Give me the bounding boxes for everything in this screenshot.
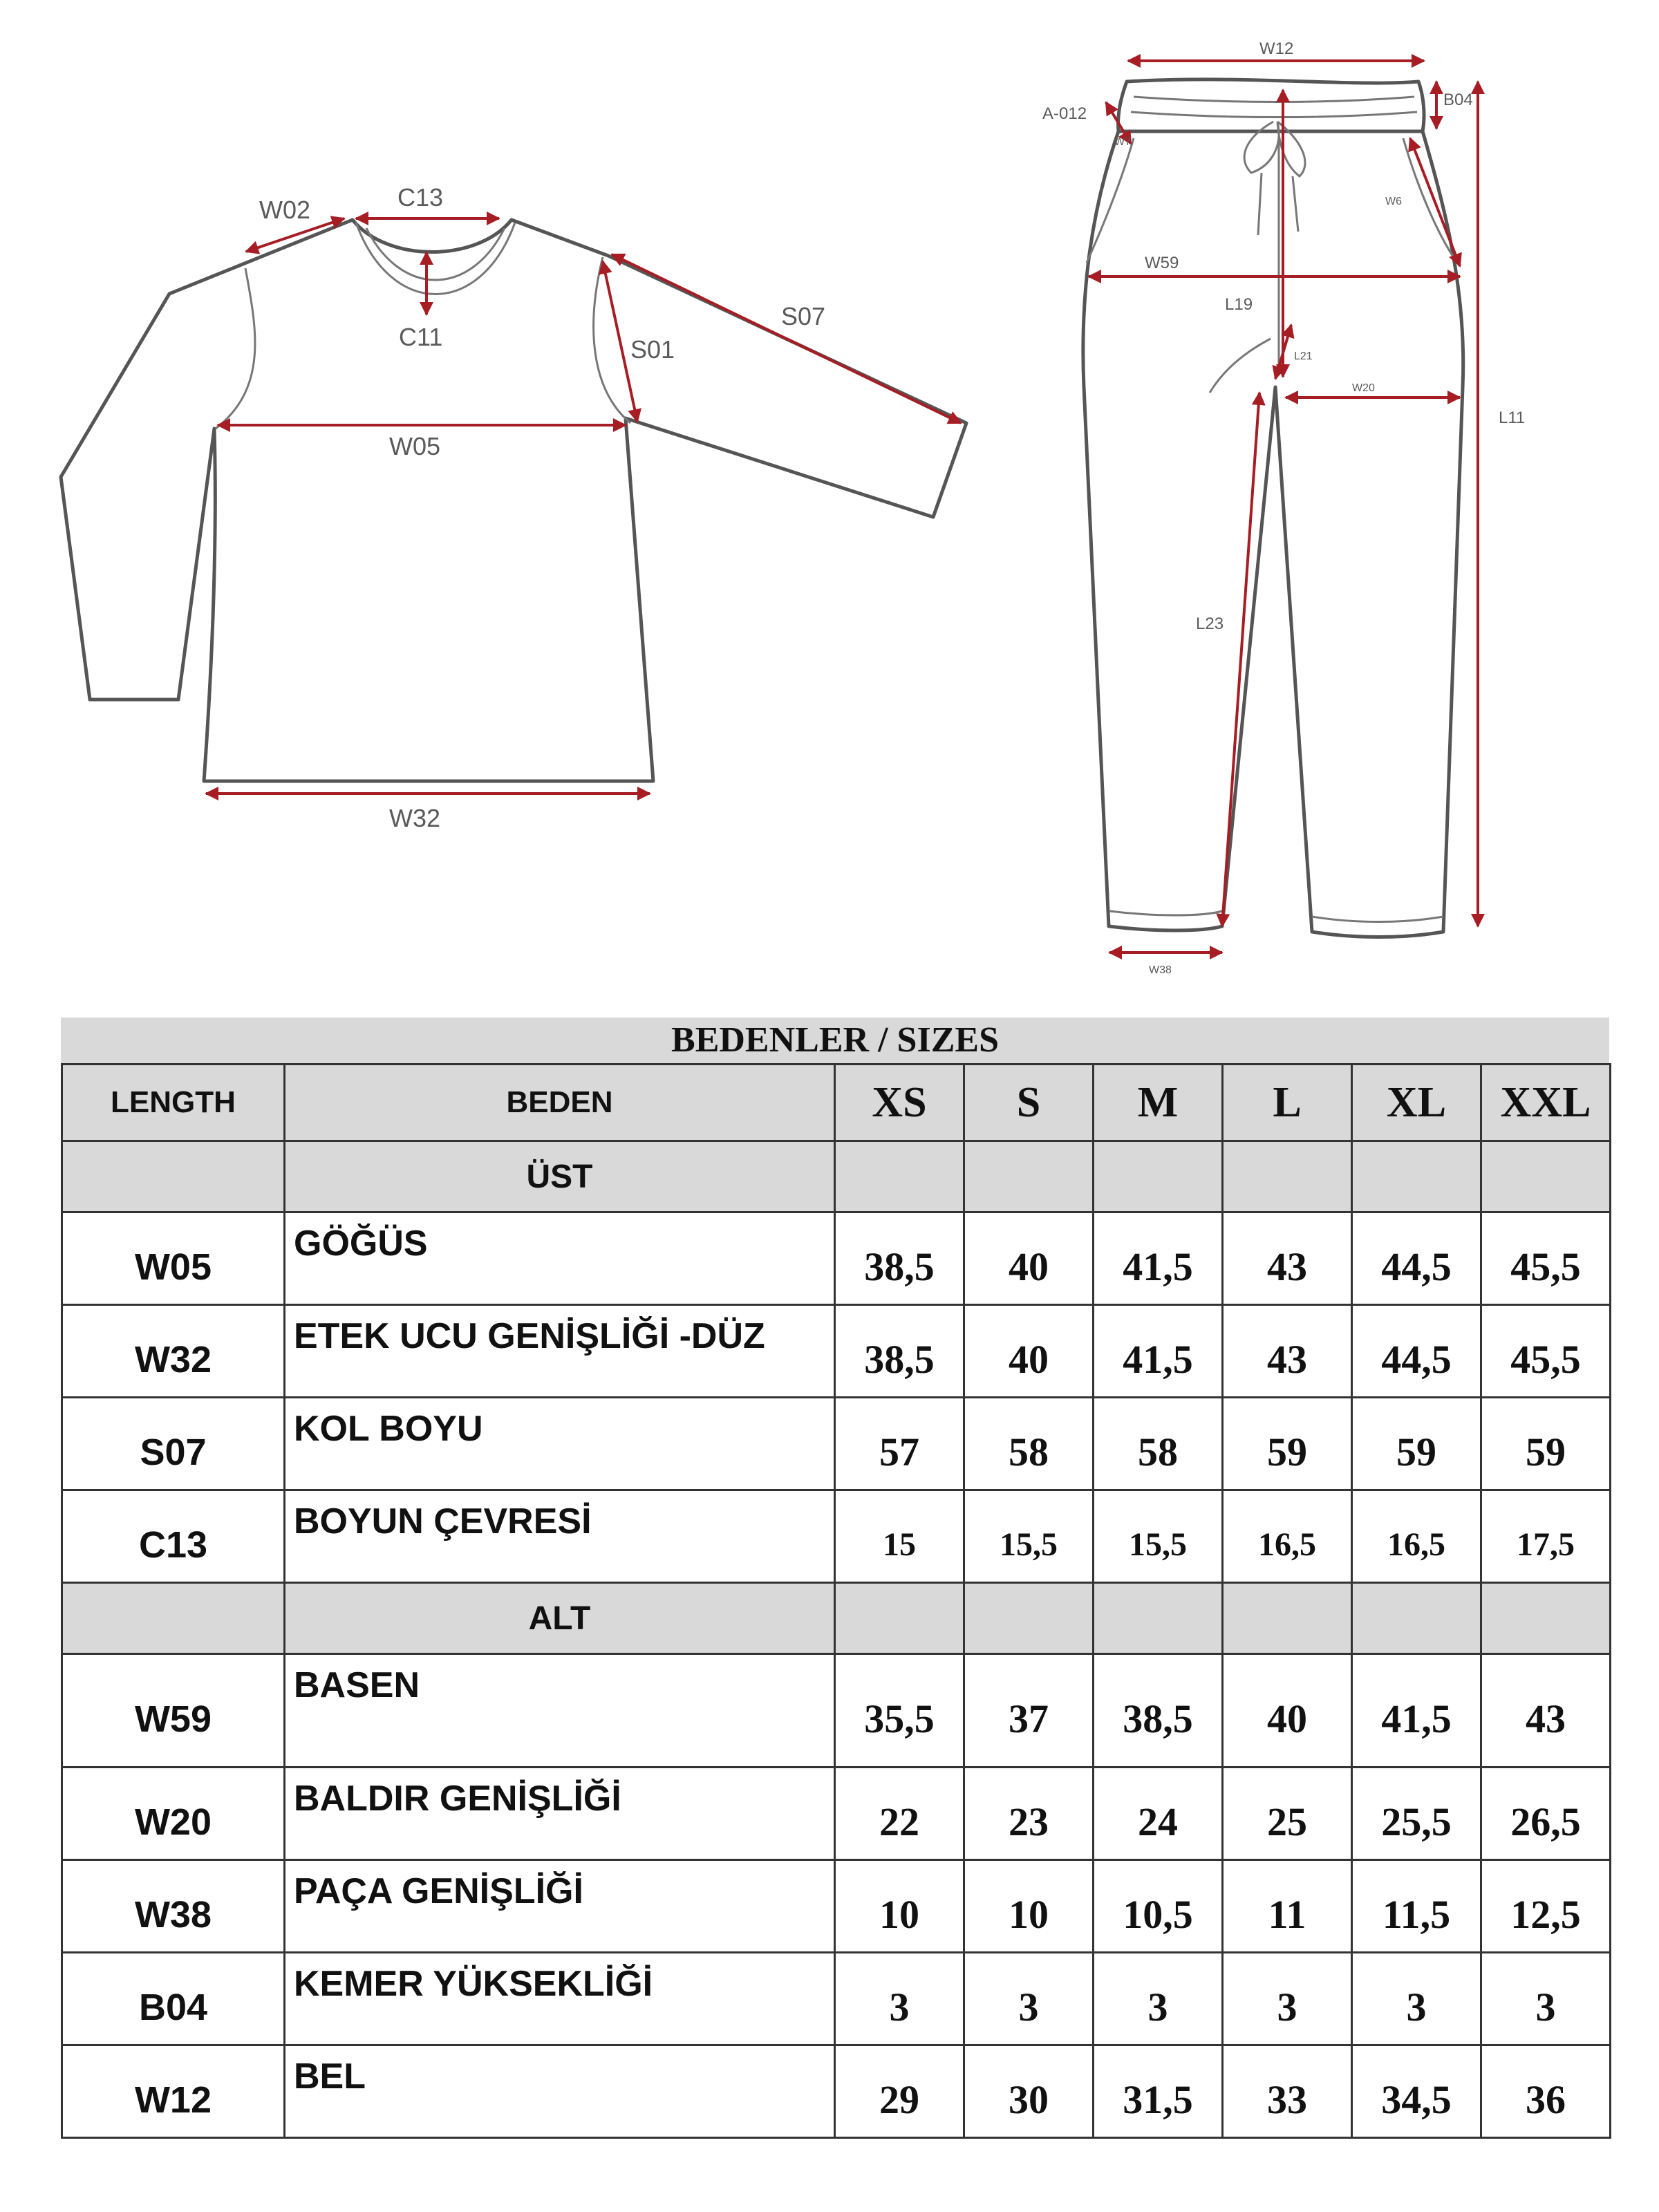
measure-name: PAÇA GENİŞLİĞİ [285, 1860, 835, 1953]
size-value: 38,5 [835, 1212, 964, 1305]
label-w6: W6 [1385, 196, 1402, 207]
size-value: 10 [835, 1860, 964, 1953]
table-row [62, 1654, 1611, 1768]
size-value: 37 [964, 1654, 1094, 1768]
header-size-m: M [1094, 1065, 1223, 1141]
size-value: 15,5 [964, 1490, 1094, 1583]
size-value: 23 [964, 1768, 1094, 1860]
section-name: ALT [285, 1583, 835, 1654]
measure-name: BOYUN ÇEVRESİ [285, 1490, 835, 1583]
label-c13: C13 [397, 183, 444, 212]
measure-code: W32 [62, 1305, 285, 1398]
section-empty-cell [964, 1141, 1094, 1212]
size-value: 38,5 [1094, 1654, 1223, 1768]
section-empty-cell [1481, 1583, 1611, 1654]
label-l11: L11 [1499, 409, 1526, 427]
table-row [62, 1490, 1611, 1583]
size-value: 17,5 [1481, 1490, 1611, 1583]
label-w02: W02 [259, 196, 311, 224]
size-value: 41,5 [1094, 1305, 1223, 1398]
label-s07: S07 [781, 302, 826, 330]
size-grid [61, 1063, 1611, 2139]
measure-name: BASEN [285, 1654, 835, 1768]
label-w20: W20 [1352, 382, 1375, 394]
size-value: 36 [1481, 2045, 1611, 2138]
section-empty-cell [835, 1583, 964, 1654]
label-s01: S01 [630, 335, 675, 364]
size-value: 22 [835, 1768, 964, 1860]
measure-name: ETEK UCU GENİŞLİĞİ -DÜZ [285, 1305, 835, 1398]
garment-diagram [0, 0, 1659, 995]
measure-name: BALDIR GENİŞLİĞİ [285, 1768, 835, 1860]
size-value: 16,5 [1352, 1490, 1481, 1583]
header-size-xs: XS [835, 1065, 964, 1141]
size-value: 3 [835, 1953, 964, 2045]
section-empty-cell [1481, 1141, 1611, 1212]
size-value: 16,5 [1223, 1490, 1352, 1583]
measure-code: B04 [62, 1953, 285, 2045]
size-value: 15 [835, 1490, 964, 1583]
label-w59: W59 [1145, 254, 1179, 272]
section-empty-cell [1223, 1583, 1352, 1654]
size-value: 10 [964, 1860, 1094, 1953]
section-empty-cell [964, 1583, 1094, 1654]
header-size-s: S [964, 1065, 1094, 1141]
size-value: 38,5 [835, 1305, 964, 1398]
size-value: 3 [1352, 1953, 1481, 2045]
label-l19: L19 [1225, 295, 1253, 314]
section-name: ÜST [285, 1141, 835, 1212]
section-row [62, 1141, 1611, 1212]
label-w12: W12 [1259, 39, 1294, 58]
size-value: 58 [964, 1398, 1094, 1490]
table-row [62, 2045, 1611, 2138]
table-row [62, 1212, 1611, 1305]
measure-code: C13 [62, 1490, 285, 1583]
top-garment-drawing [61, 220, 966, 781]
section-empty-cell [1352, 1583, 1481, 1654]
label-w32: W32 [389, 804, 441, 832]
section-empty-cell [835, 1141, 964, 1212]
section-empty-cell [62, 1141, 285, 1212]
label-b04: B04 [1443, 91, 1473, 109]
measure-code: W12 [62, 2045, 285, 2138]
size-value: 59 [1352, 1398, 1481, 1490]
size-value: 10,5 [1094, 1860, 1223, 1953]
measure-name: KEMER YÜKSEKLİĞİ [285, 1953, 835, 2045]
size-value: 3 [1481, 1953, 1611, 2045]
size-value: 40 [964, 1305, 1094, 1398]
size-value: 25 [1223, 1768, 1352, 1860]
table-row [62, 1768, 1611, 1860]
section-row [62, 1583, 1611, 1654]
size-value: 31,5 [1094, 2045, 1223, 2138]
size-value: 24 [1094, 1768, 1223, 1860]
size-value: 43 [1481, 1654, 1611, 1768]
bottom-garment-drawing [1083, 79, 1463, 937]
size-value: 25,5 [1352, 1768, 1481, 1860]
header-beden: BEDEN [285, 1065, 835, 1141]
size-value: 26,5 [1481, 1768, 1611, 1860]
size-value: 3 [964, 1953, 1094, 2045]
size-value: 11,5 [1352, 1860, 1481, 1953]
size-value: 45,5 [1481, 1212, 1611, 1305]
label-w7: W7 [1114, 136, 1131, 148]
size-value: 3 [1094, 1953, 1223, 2045]
label-w38: W38 [1149, 964, 1172, 976]
table-row [62, 1305, 1611, 1398]
header-size-xxl: XXL [1481, 1065, 1611, 1141]
size-value: 15,5 [1094, 1490, 1223, 1583]
table-body [62, 1065, 1611, 2138]
label-l21: L21 [1294, 350, 1313, 362]
size-value: 33 [1223, 2045, 1352, 2138]
header-size-xl: XL [1352, 1065, 1481, 1141]
measure-code: W20 [62, 1768, 285, 1860]
table-row [62, 1953, 1611, 2045]
size-value: 34,5 [1352, 2045, 1481, 2138]
measure-name: GÖĞÜS [285, 1212, 835, 1305]
measure-name: KOL BOYU [285, 1398, 835, 1490]
section-empty-cell [1352, 1141, 1481, 1212]
label-w05: W05 [389, 432, 441, 460]
section-empty-cell [62, 1583, 285, 1654]
size-table [61, 1018, 1609, 2164]
size-value: 44,5 [1352, 1212, 1481, 1305]
measure-name: BEL [285, 2045, 835, 2138]
top-measure-arrows [206, 218, 961, 794]
table-row [62, 1860, 1611, 1953]
section-empty-cell [1094, 1583, 1223, 1654]
size-value: 29 [835, 2045, 964, 2138]
size-value: 45,5 [1481, 1305, 1611, 1398]
label-l23: L23 [1196, 615, 1224, 633]
size-value: 41,5 [1352, 1654, 1481, 1768]
size-value: 40 [964, 1212, 1094, 1305]
header-row [62, 1065, 1611, 1141]
measure-code: W59 [62, 1654, 285, 1768]
section-empty-cell [1223, 1141, 1352, 1212]
header-size-l: L [1223, 1065, 1352, 1141]
table-row [62, 1398, 1611, 1490]
size-value: 11 [1223, 1860, 1352, 1953]
size-value: 59 [1481, 1398, 1611, 1490]
table-title: BEDENLER / SIZES [61, 1018, 1609, 1063]
label-c11: C11 [399, 323, 443, 351]
size-value: 43 [1223, 1305, 1352, 1398]
size-value: 30 [964, 2045, 1094, 2138]
size-value: 43 [1223, 1212, 1352, 1305]
header-length: LENGTH [62, 1065, 285, 1141]
section-empty-cell [1094, 1141, 1223, 1212]
size-value: 58 [1094, 1398, 1223, 1490]
size-value: 3 [1223, 1953, 1352, 2045]
size-value: 12,5 [1481, 1860, 1611, 1953]
size-value: 35,5 [835, 1654, 964, 1768]
measure-code: W05 [62, 1212, 285, 1305]
size-value: 57 [835, 1398, 964, 1490]
size-value: 41,5 [1094, 1212, 1223, 1305]
size-value: 59 [1223, 1398, 1352, 1490]
size-value: 44,5 [1352, 1305, 1481, 1398]
top-measure-labels [259, 183, 825, 832]
size-value: 40 [1223, 1654, 1352, 1768]
measure-code: W38 [62, 1860, 285, 1953]
measure-code: S07 [62, 1398, 285, 1490]
label-a012: A-012 [1042, 104, 1087, 123]
